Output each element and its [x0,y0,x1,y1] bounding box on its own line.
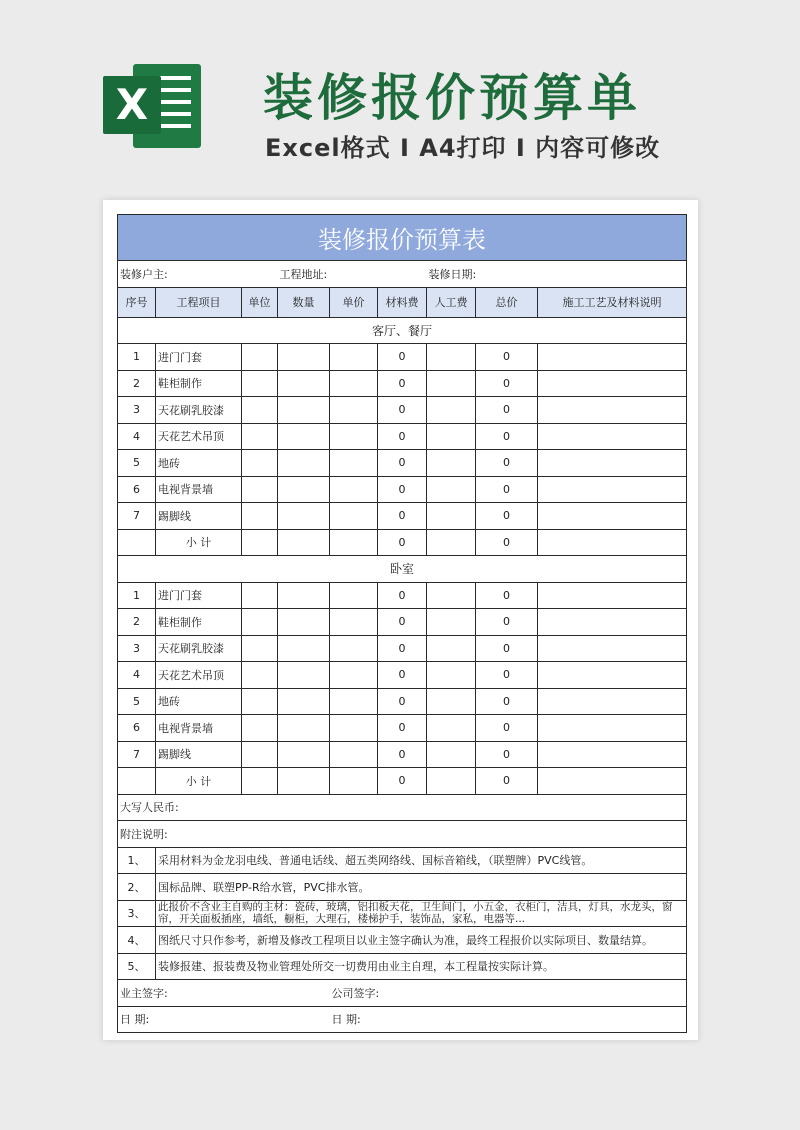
notes-cell [538,715,687,742]
row-number: 6 [118,476,156,503]
note-text: 装修报建、报装费及物业管理处所交一切费用由业主自理，本工程量按实际计算。 [156,953,687,980]
row-number: 4 [118,662,156,689]
unit-cell [242,582,278,609]
note-number: 2、 [118,874,156,901]
price-cell [330,635,378,662]
labor-cost [427,450,476,477]
signature-row [118,980,687,1007]
total-cost: 0 [476,662,538,689]
material-cost: 0 [378,688,427,715]
table-row [118,582,687,609]
row-number: 5 [118,450,156,477]
row-number: 3 [118,397,156,424]
labor-cost [427,741,476,768]
excel-logo-icon [103,62,201,150]
note-row [118,900,687,927]
item-name: 天花艺术吊顶 [156,662,242,689]
quantity-cell [278,503,330,530]
row-number: 2 [118,370,156,397]
row-number: 5 [118,688,156,715]
labor-cost [427,768,476,795]
item-name: 电视背景墙 [156,476,242,503]
unit-cell [242,450,278,477]
price-cell [330,768,378,795]
note-number: 1、 [118,847,156,874]
owner-label: 装修户主: [118,261,278,288]
notes-cell [538,741,687,768]
subtotal-material: 0 [378,529,427,556]
subtotal-label: 小 计 [156,529,242,556]
table-row [118,688,687,715]
subtotal-total: 0 [476,768,538,795]
table-row [118,370,687,397]
table-row [118,423,687,450]
item-name: 天花艺术吊顶 [156,423,242,450]
table-row [118,662,687,689]
notes-cell [538,370,687,397]
subtotal-material: 0 [378,768,427,795]
unit-cell [242,423,278,450]
quantity-cell [278,529,330,556]
document-title: 装修报价预算表 [118,215,687,261]
material-cost: 0 [378,370,427,397]
unit-cell [242,397,278,424]
banner-title: 装修报价预算单 [263,69,641,127]
unit-cell [242,503,278,530]
price-cell [330,582,378,609]
unit-cell [242,688,278,715]
total-cost: 0 [476,688,538,715]
subtotal-label: 小 计 [156,768,242,795]
notes-cell [538,635,687,662]
date-label: 装修日期: [427,261,687,288]
total-cost: 0 [476,397,538,424]
quantity-cell [278,741,330,768]
labor-cost [427,397,476,424]
labor-cost [427,688,476,715]
notes-cell [538,344,687,371]
price-cell [330,688,378,715]
total-cost: 0 [476,423,538,450]
quantity-cell [278,476,330,503]
unit-cell [242,662,278,689]
note-row [118,927,687,954]
material-cost: 0 [378,582,427,609]
quantity-cell [278,582,330,609]
excel-x-letter: X [103,76,161,134]
price-cell [330,662,378,689]
address-label: 工程地址: [278,261,427,288]
amount-row [118,794,687,821]
section-row [118,317,687,344]
labor-cost [427,423,476,450]
note-number: 4、 [118,927,156,954]
notes-cell [538,423,687,450]
price-cell [330,741,378,768]
owner-sign-label: 业主签字: [118,980,330,1007]
quantity-cell [278,715,330,742]
quantity-cell [278,609,330,636]
notes-cell [538,503,687,530]
company-sign-label: 公司签字: [330,980,687,1007]
row-number: 3 [118,635,156,662]
quantity-cell [278,768,330,795]
column-header: 数量 [278,287,330,317]
column-header: 序号 [118,287,156,317]
subtotal-row [118,529,687,556]
quantity-cell [278,370,330,397]
notes-cell [538,609,687,636]
price-cell [330,503,378,530]
unit-cell [242,715,278,742]
price-cell [330,476,378,503]
owner-date-label: 日 期: [118,1006,330,1033]
note-row [118,874,687,901]
notes-label-row [118,821,687,848]
labor-cost [427,582,476,609]
table-row [118,476,687,503]
labor-cost [427,503,476,530]
column-header: 工程项目 [156,287,242,317]
row-number: 4 [118,423,156,450]
material-cost: 0 [378,450,427,477]
section-title: 客厅、餐厅 [118,317,687,344]
quantity-cell [278,397,330,424]
subtotal-blank [118,768,156,795]
column-header: 单价 [330,287,378,317]
note-number: 3、 [118,900,156,927]
quantity-cell [278,450,330,477]
row-number: 7 [118,741,156,768]
notes-cell [538,688,687,715]
column-header: 总价 [476,287,538,317]
price-cell [330,397,378,424]
table-row [118,715,687,742]
material-cost: 0 [378,635,427,662]
note-row [118,847,687,874]
column-header: 施工工艺及材料说明 [538,287,687,317]
item-name: 鞋柜制作 [156,609,242,636]
note-text: 图纸尺寸只作参考，新增及修改工程项目以业主签字确认为准，最终工程报价以实际项目、数量结算。 [156,927,687,954]
table-row [118,635,687,662]
price-cell [330,423,378,450]
item-name: 天花刷乳胶漆 [156,397,242,424]
material-cost: 0 [378,741,427,768]
notes-label: 附注说明: [118,821,687,848]
note-row [118,953,687,980]
unit-cell [242,529,278,556]
table-row [118,609,687,636]
total-cost: 0 [476,741,538,768]
table-row [118,450,687,477]
total-cost: 0 [476,503,538,530]
row-number: 1 [118,344,156,371]
row-number: 6 [118,715,156,742]
item-name: 进门门套 [156,582,242,609]
labor-cost [427,635,476,662]
unit-cell [242,370,278,397]
price-cell [330,344,378,371]
labor-cost [427,662,476,689]
sign-date-row [118,1006,687,1033]
item-name: 鞋柜制作 [156,370,242,397]
material-cost: 0 [378,609,427,636]
total-cost: 0 [476,370,538,397]
unit-cell [242,635,278,662]
notes-cell [538,529,687,556]
labor-cost [427,476,476,503]
material-cost: 0 [378,423,427,450]
notes-cell [538,768,687,795]
item-name: 进门门套 [156,344,242,371]
quantity-cell [278,688,330,715]
column-header-row [118,287,687,317]
notes-cell [538,582,687,609]
total-cost: 0 [476,609,538,636]
labor-cost [427,715,476,742]
notes-cell [538,662,687,689]
labor-cost [427,529,476,556]
item-name: 电视背景墙 [156,715,242,742]
material-cost: 0 [378,344,427,371]
item-name: 天花刷乳胶漆 [156,635,242,662]
section-row [118,556,687,583]
quantity-cell [278,635,330,662]
material-cost: 0 [378,476,427,503]
row-number: 1 [118,582,156,609]
labor-cost [427,609,476,636]
price-cell [330,715,378,742]
price-cell [330,370,378,397]
total-cost: 0 [476,582,538,609]
total-cost: 0 [476,476,538,503]
total-cost: 0 [476,635,538,662]
table-row [118,397,687,424]
item-name: 地砖 [156,450,242,477]
column-header: 单位 [242,287,278,317]
total-cost: 0 [476,715,538,742]
banner [0,0,800,200]
item-name: 地砖 [156,688,242,715]
material-cost: 0 [378,715,427,742]
table-row [118,344,687,371]
note-text: 采用材料为金龙羽电线、普通电话线、超五类网络线、国标音箱线，（联塑牌）PVC线管。 [156,847,687,874]
quantity-cell [278,662,330,689]
quantity-cell [278,344,330,371]
total-cost: 0 [476,450,538,477]
item-name: 踢脚线 [156,741,242,768]
unit-cell [242,476,278,503]
labor-cost [427,370,476,397]
quantity-cell [278,423,330,450]
material-cost: 0 [378,662,427,689]
total-cost: 0 [476,344,538,371]
quote-table [117,214,687,1033]
unit-cell [242,344,278,371]
info-row [118,261,687,288]
note-text: 此报价不含业主自购的主材：瓷砖，玻璃，铝扣板天花，卫生间门，小五金，衣柜门，洁具，灯具，水龙头，窗帘，开关面板插座，墙纸，橱柜，大理石，楼梯护手，装饰品，家私，电器等... [156,900,687,927]
unit-cell [242,768,278,795]
note-text: 国标品牌、联塑PP-R给水管，PVC排水管。 [156,874,687,901]
material-cost: 0 [378,397,427,424]
price-cell [330,529,378,556]
row-number: 2 [118,609,156,636]
title-row [118,215,687,261]
row-number: 7 [118,503,156,530]
amount-label: 大写人民币: [118,794,687,821]
notes-cell [538,476,687,503]
labor-cost [427,344,476,371]
unit-cell [242,741,278,768]
column-header: 人工费 [427,287,476,317]
subtotal-total: 0 [476,529,538,556]
material-cost: 0 [378,503,427,530]
section-title: 卧室 [118,556,687,583]
unit-cell [242,609,278,636]
subtotal-row [118,768,687,795]
column-header: 材料费 [378,287,427,317]
subtotal-blank [118,529,156,556]
notes-cell [538,397,687,424]
banner-subtitle: Excel格式 I A4打印 I 内容可修改 [265,134,661,162]
note-number: 5、 [118,953,156,980]
price-cell [330,450,378,477]
price-cell [330,609,378,636]
item-name: 踢脚线 [156,503,242,530]
table-row [118,503,687,530]
notes-cell [538,450,687,477]
table-row [118,741,687,768]
company-date-label: 日 期: [330,1006,687,1033]
document-page [103,200,698,1040]
